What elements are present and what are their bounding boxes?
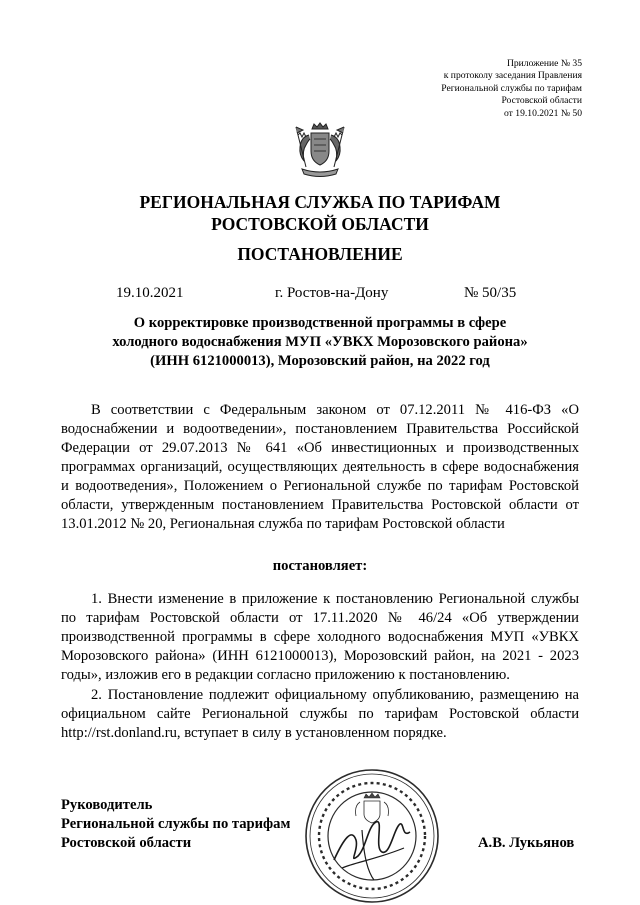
preamble-paragraph: В соответствии с Федеральным законом от 07.12.2011 № 416-ФЗ «О водоснабжении и водоотведении», постановлением Правительства Российской Федерации от 29.07.2013 № 641 «Об инвестиционных и производственных программах организаций, осуществляющих деятельность в сфере водоснабжения и водоотведения», Положением о Региональной службе по тарифам Ростовской области, утвержденным постановлением Правительства Ростовской области от 13.01.2012 № 20, Региональная служба по тарифам Ростовской области [61,402,579,532]
organization-name-line: РЕГИОНАЛЬНАЯ СЛУЖБА ПО ТАРИФАМ [139,192,501,212]
signer-title [61,796,290,853]
signer-title-line: Ростовской области [61,835,192,851]
annex-line: к протоколу заседания Правления [443,70,582,82]
document-type: ПОСТАНОВЛЕНИЕ [237,244,403,264]
signer-name: А.В. Лукьянов [478,835,575,851]
subject-line: (ИНН 6121000013), Морозовский район, на 2022 год [150,353,490,369]
annex-line: Региональной службы по тарифам [441,82,582,94]
document-number: № 50/35 [464,285,517,301]
official-seal-icon [304,768,440,904]
resolution-item-2: 2. Постановление подлежит официальному опубликованию, размещению на официальном сайте Региональной службы по тарифам Ростовской области http://rst.donland.ru, вступает в силу в установленном порядке. [61,687,579,741]
annex-line: Приложение № 35 [506,58,582,69]
document-city: г. Ростов-на-Дону [275,285,389,301]
annex-line: Ростовской области [501,95,582,107]
document-subject [60,314,580,371]
signer-title-line: Региональной службы по тарифам [61,816,291,832]
organization-name [0,191,640,235]
coat-of-arms-icon [292,121,348,179]
subject-line: холодного водоснабжения МУП «УВКХ Морозовского района» [112,334,528,350]
resolve-heading: постановляет: [272,558,368,574]
annex-note [322,58,582,120]
signer-title-line: Руководитель [61,797,153,813]
document-date: 19.10.2021 [116,285,184,301]
resolution-item-1: 1. Внести изменение в приложение к постановлению Региональной службы по тарифам Ростовской области от 17.11.2020 № 46/24 «Об утверждении производственной программы в сфере холодного водоснабжения МУП «УВКХ Морозовского района» (ИНН 6121000013), Морозовский район, на 2021 - 2023 годы», изложив его в редакции согласно приложению к постановлению. [61,591,579,683]
organization-name-line: РОСТОВСКОЙ ОБЛАСТИ [211,214,429,234]
annex-line: от 19.10.2021 № 50 [504,107,582,119]
subject-line: О корректировке производственной программы в сфере [133,315,507,331]
